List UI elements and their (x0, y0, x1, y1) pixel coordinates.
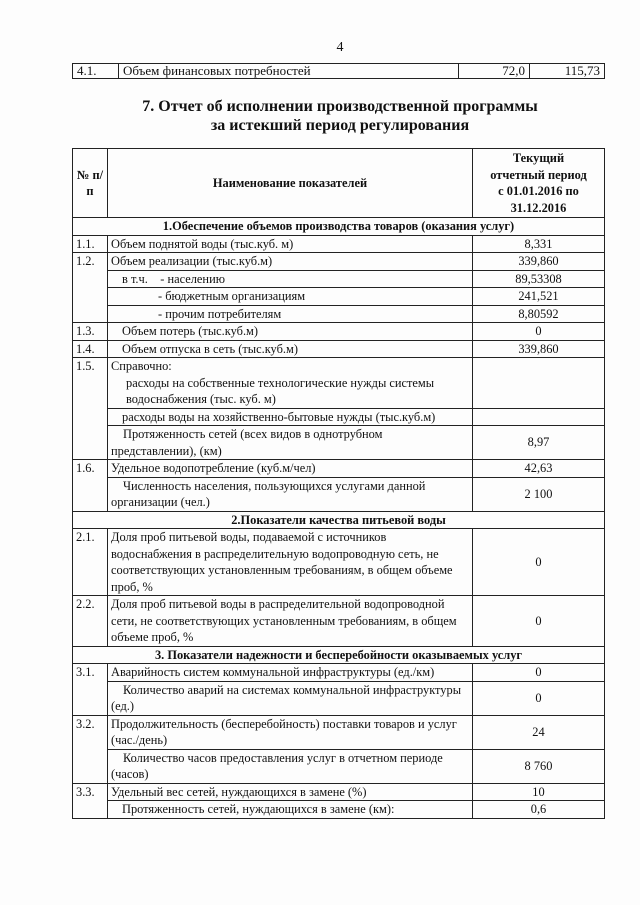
header-num: № п/п (73, 149, 108, 218)
table-row: 2.1. Доля проб питьевой воды, подаваемой с источников водоснабжения в распределительную водопроводную сеть, не соответствующих установленным требованиям, в общем объеме проб, % 0 (73, 529, 605, 596)
heading-line-1: 7. Отчет об исполнении производственной программы (142, 98, 538, 115)
table-row: 1.3. Объем потерь (тыс.куб.м) 0 (73, 323, 605, 341)
table-row: 1.5. Справочно: (73, 358, 605, 375)
table-row: 1.2. Объем реализации (тыс.куб.м) 339,860 (73, 253, 605, 271)
section-row: 3. Показатели надежности и бесперебойности оказываемых услуг (73, 646, 605, 664)
table-row: 2.2. Доля проб питьевой воды в распределительной водопроводной сети, не соответствующих установленным требованиям, в общем объеме проб, % 0 (73, 596, 605, 647)
top-row-value-1: 72,0 (459, 64, 530, 79)
table-row: - бюджетным организациям 241,521 (73, 288, 605, 306)
top-row-name: Объем финансовых потребностей (119, 64, 459, 79)
table-row: - прочим потребителям 8,80592 (73, 305, 605, 323)
table-header-row (73, 149, 605, 218)
table-row: Численность населения, пользующихся услугами данной организации (чел.) 2 100 (73, 477, 605, 511)
heading-line-2: за истекший период регулирования (210, 117, 470, 134)
table-row: 3.2. Продолжительность (бесперебойность) поставки товаров и услуг (час./день) 24 (73, 715, 605, 749)
table-row: Количество часов предоставления услуг в отчетном периоде (часов) 8 760 (73, 749, 605, 783)
top-row-value-2: 115,73 (530, 64, 605, 79)
page-number: 4 (336, 40, 344, 55)
report-table (72, 148, 605, 819)
table-row: 1.6. Удельное водопотребление (куб.м/чел) 42,63 (73, 460, 605, 478)
report-heading (0, 97, 640, 135)
table-row: 3.1. Аварийность систем коммунальной инфраструктуры (ед./км) 0 (73, 664, 605, 682)
top-row-num: 4.1. (73, 64, 119, 79)
section-row: 1.Обеспечение объемов производства товаров (оказания услуг) (73, 218, 605, 236)
section-row: 2.Показатели качества питьевой воды (73, 511, 605, 529)
table-row: 1.1. Объем поднятой воды (тыс.куб. м) 8,331 (73, 235, 605, 253)
table-row: Протяженность сетей (всех видов в однотрубном представлении), (км) 8,97 (73, 426, 605, 460)
header-name: Наименование показателей (108, 149, 473, 218)
table-row: Количество аварий на системах коммунальной инфраструктуры (ед.) 0 (73, 681, 605, 715)
table-row: расходы воды на хозяйственно-бытовые нужды (тыс.куб.м) (73, 408, 605, 426)
top-row-table (72, 63, 605, 79)
table-row: в т.ч. - населению 89,53308 (73, 270, 605, 288)
table-row: 1.4. Объем отпуска в сеть (тыс.куб.м) 339,860 (73, 340, 605, 358)
table-row: расходы на собственные технологические нужды системы водоснабжения (тыс. куб. м) (73, 375, 605, 409)
header-period: Текущий отчетный период с 01.01.2016 по 31.12.2016 (473, 149, 605, 218)
table-row: Протяженность сетей, нуждающихся в замене (км): 0,6 (73, 801, 605, 819)
table-row: 3.3. Удельный вес сетей, нуждающихся в замене (%) 10 (73, 783, 605, 801)
